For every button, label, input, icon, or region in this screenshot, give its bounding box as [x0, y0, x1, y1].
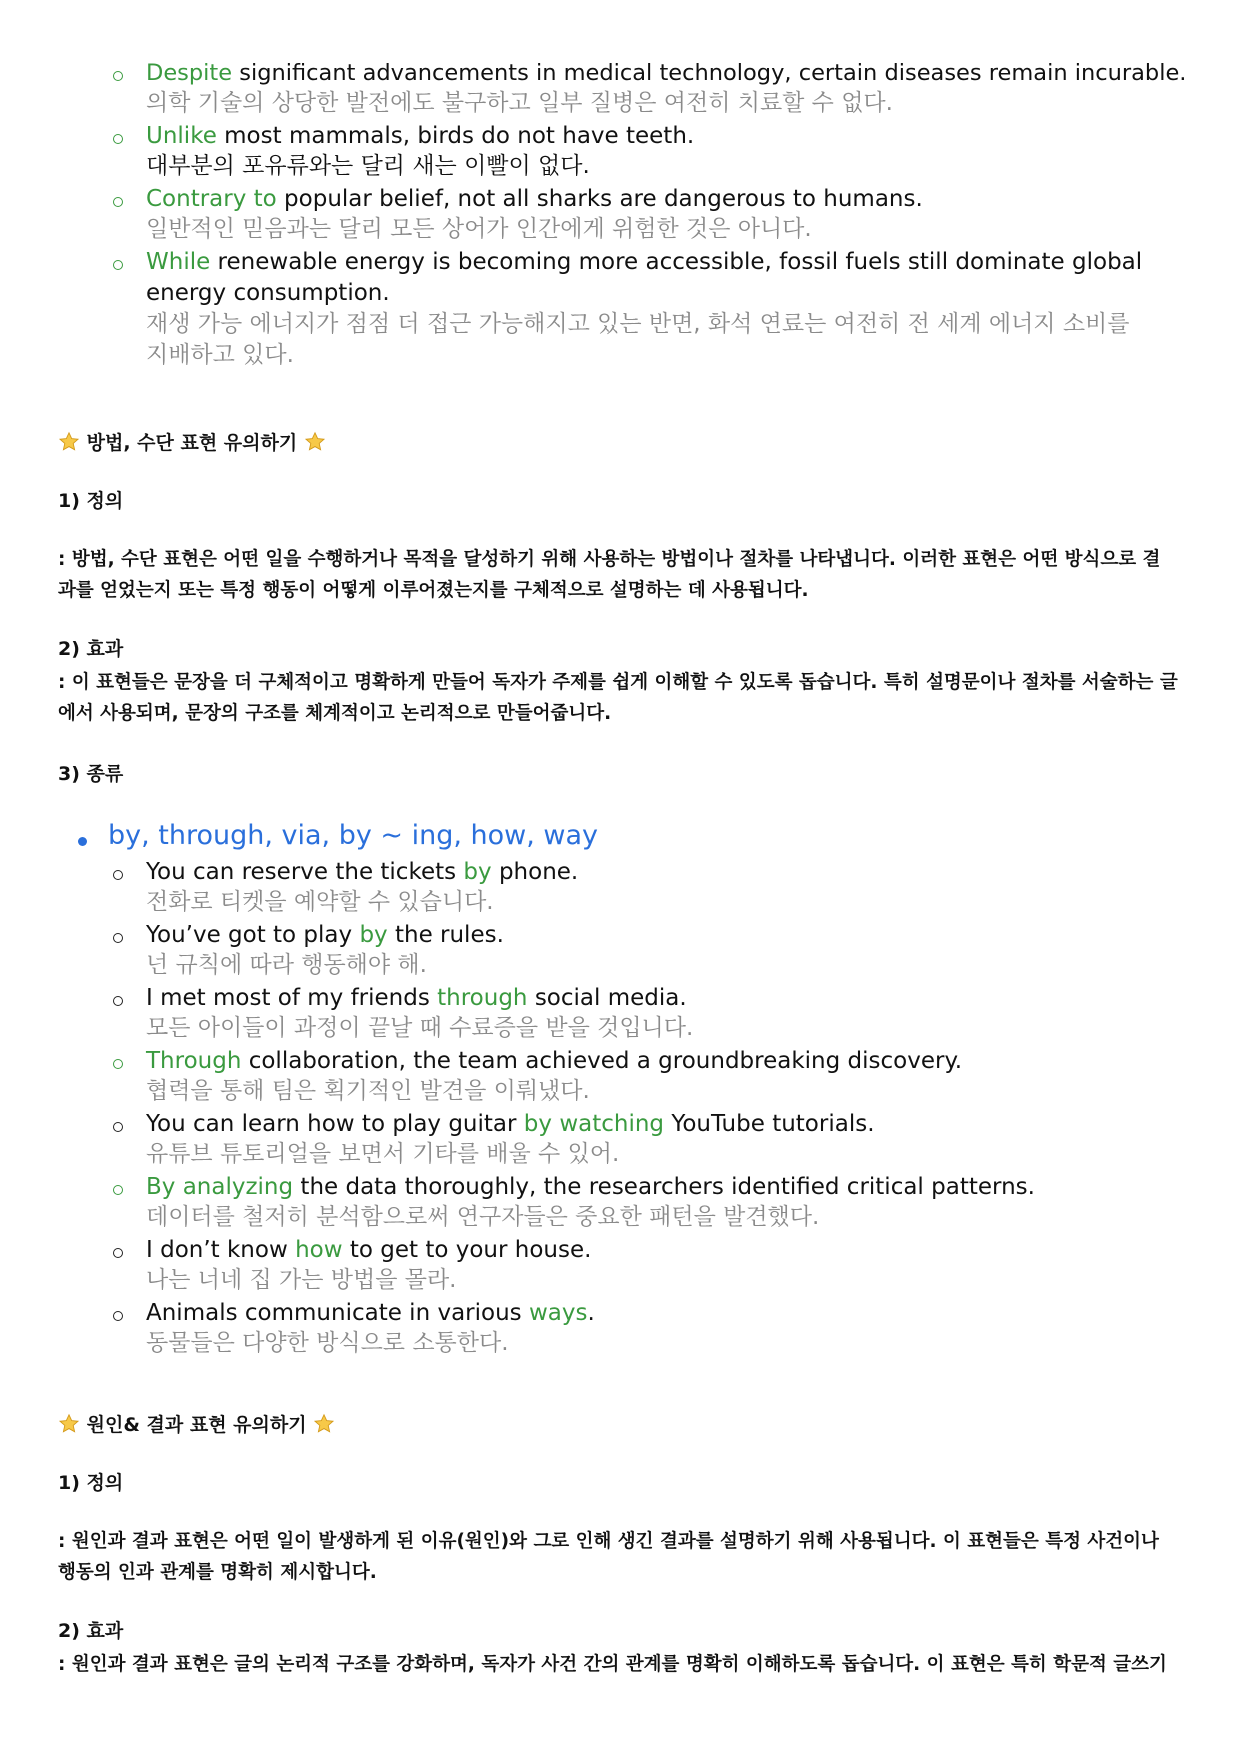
bullet-circle — [113, 933, 123, 943]
bullet-circle — [113, 1248, 123, 1258]
effect-text: : 원인과 결과 표현은 글의 논리적 구조를 강화하며, 독자가 사건 간의 관계를 명확히 이해하도록 돕습니다. 이 표현은 특히 학문적 글쓰기 — [58, 1654, 1167, 1675]
example-sentence: Animals communicate in various ways. — [146, 1300, 595, 1326]
bullet-circle — [113, 996, 123, 1006]
bullet-dot — [78, 837, 87, 846]
definition-label: 1) 정의 — [58, 490, 124, 512]
star-icon — [313, 1413, 335, 1435]
definition-text-cont: 과를 얻었는지 또는 특정 행동이 어떻게 이루어졌는지를 구체적으로 설명하는 데 사용됩니다. — [58, 580, 809, 601]
section-title-method: 방법, 수단 표현 유의하기 — [58, 430, 326, 456]
example-sentence: Contrary to popular belief, not all sharks are dangerous to humans. — [146, 186, 923, 212]
effect-text-cont: 에서 사용되며, 문장의 구조를 체계적이고 논리적으로 만들어줍니다. — [58, 703, 612, 724]
bullet-circle — [113, 71, 123, 81]
example-translation: 전화로 티켓을 예약할 수 있습니다. — [146, 889, 494, 915]
types-heading: by, through, via, by ~ ing, how, way — [108, 820, 599, 851]
bullet-circle — [113, 870, 123, 880]
example-sentence: I don’t know how to get to your house. — [146, 1237, 592, 1263]
bullet-circle — [113, 1059, 123, 1069]
example-translation-cont: 지배하고 있다. — [146, 342, 294, 368]
example-sentence: I met most of my friends through social media. — [146, 985, 687, 1011]
example-sentence: While renewable energy is becoming more accessible, fossil fuels still dominate global — [146, 249, 1143, 275]
bullet-circle — [113, 197, 123, 207]
example-sentence: Unlike most mammals, birds do not have teeth. — [146, 123, 695, 149]
bullet-circle — [113, 134, 123, 144]
example-translation: 동물들은 다양한 방식으로 소통한다. — [146, 1330, 509, 1356]
section-title-cause: 원인& 결과 표현 유의하기 — [58, 1412, 335, 1438]
example-sentence: By analyzing the data thoroughly, the researchers identified critical patterns. — [146, 1174, 1035, 1200]
example-translation: 모든 아이들이 과정이 끝날 때 수료증을 받을 것입니다. — [146, 1015, 694, 1041]
example-translation: 나는 너네 집 가는 방법을 몰라. — [146, 1267, 457, 1293]
example-translation: 의학 기술의 상당한 발전에도 불구하고 일부 질병은 여전히 치료할 수 없다. — [146, 90, 893, 116]
example-translation: 넌 규칙에 따라 행동해야 해. — [146, 952, 427, 978]
example-sentence: You can reserve the tickets by phone. — [146, 859, 579, 885]
types-label: 3) 종류 — [58, 763, 124, 785]
star-icon — [58, 431, 80, 453]
effect-label: 2) 효과 — [58, 1620, 124, 1642]
example-translation: 데이터를 철저히 분석함으로써 연구자들은 중요한 패턴을 발견했다. — [146, 1204, 820, 1230]
definition-text-cont: 행동의 인과 관계를 명확히 제시합니다. — [58, 1562, 377, 1583]
effect-text: : 이 표현들은 문장을 더 구체적이고 명확하게 만들어 독자가 주제를 쉽게 이해할 수 있도록 돕습니다. 특히 설명문이나 절차를 서술하는 글 — [58, 672, 1178, 693]
example-sentence: You can learn how to play guitar by watching YouTube tutorials. — [146, 1111, 875, 1137]
definition-text: : 방법, 수단 표현은 어떤 일을 수행하거나 목적을 달성하기 위해 사용하는 방법이나 절차를 나타냅니다. 이러한 표현은 어떤 방식으로 결 — [58, 549, 1161, 570]
star-icon — [304, 431, 326, 453]
example-sentence: You’ve got to play by the rules. — [146, 922, 504, 948]
bullet-circle — [113, 1311, 123, 1321]
example-translation: 협력을 통해 팀은 획기적인 발견을 이뤄냈다. — [146, 1078, 590, 1104]
example-sentence: Through collaboration, the team achieved a groundbreaking discovery. — [146, 1048, 963, 1074]
bullet-circle — [113, 1122, 123, 1132]
effect-label: 2) 효과 — [58, 638, 124, 660]
example-translation: 재생 가능 에너지가 점점 더 접근 가능해지고 있는 반면, 화석 연료는 여전히 전 세계 에너지 소비를 — [146, 311, 1130, 337]
example-sentence: Despite significant advancements in medical technology, certain diseases remain incurable. — [146, 60, 1187, 86]
definition-label: 1) 정의 — [58, 1472, 124, 1494]
bullet-circle — [113, 260, 123, 270]
example-translation: 일반적인 믿음과는 달리 모든 상어가 인간에게 위험한 것은 아니다. — [146, 216, 812, 242]
example-translation: 대부분의 포유류와는 달리 새는 이빨이 없다. — [146, 153, 590, 179]
example-translation: 유튜브 튜토리얼을 보면서 기타를 배울 수 있어. — [146, 1141, 620, 1167]
bullet-circle — [113, 1185, 123, 1195]
definition-text: : 원인과 결과 표현은 어떤 일이 발생하게 된 이유(원인)와 그로 인해 생긴 결과를 설명하기 위해 사용됩니다. 이 표현들은 특정 사건이나 — [58, 1531, 1159, 1552]
star-icon — [58, 1413, 80, 1435]
example-sentence-cont: energy consumption. — [146, 280, 390, 306]
